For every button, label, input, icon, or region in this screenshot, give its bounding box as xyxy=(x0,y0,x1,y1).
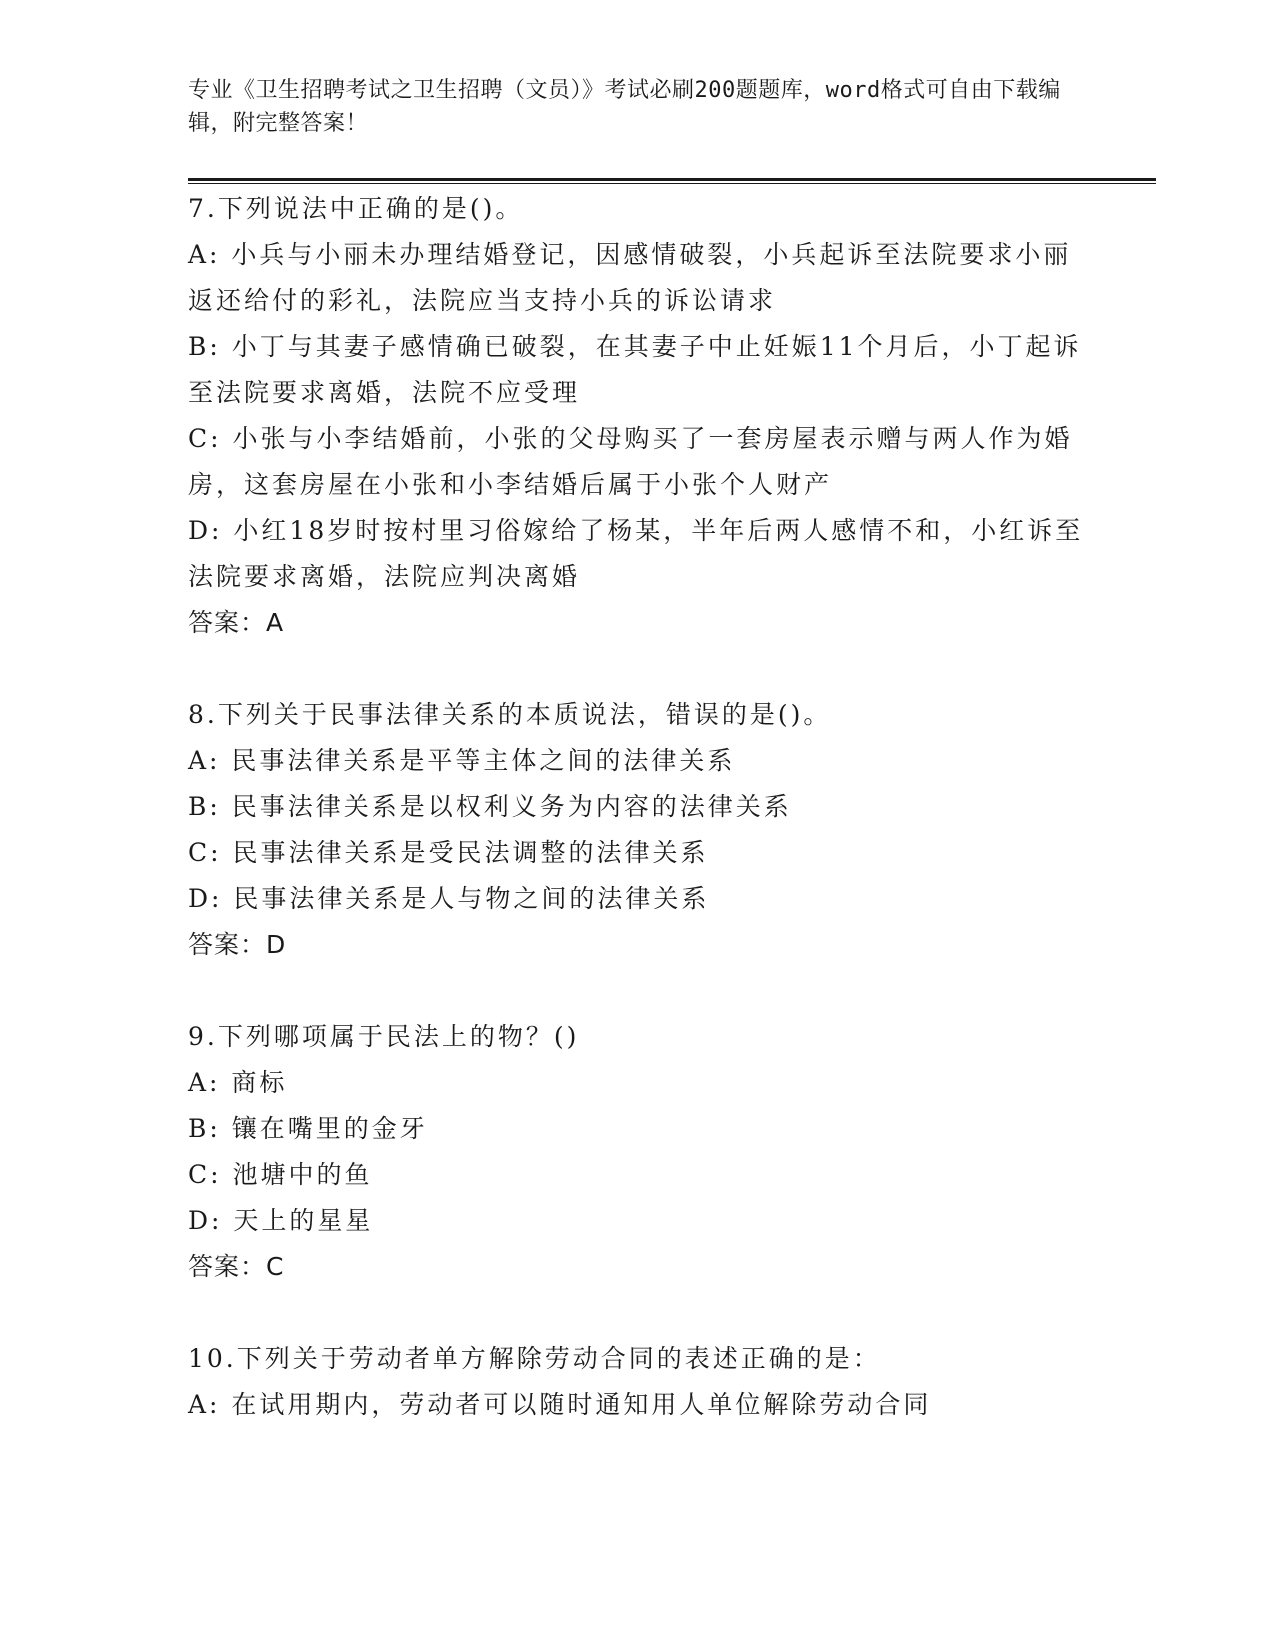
option-label: A: xyxy=(188,1390,221,1419)
option-label: A: xyxy=(188,746,221,775)
option-b xyxy=(188,324,1088,416)
question-stem: 10.下列关于劳动者单方解除劳动合同的表述正确的是： xyxy=(188,1344,881,1373)
option-label: A: xyxy=(188,240,221,269)
option-b xyxy=(188,784,1088,830)
option-text: 商标 xyxy=(220,1068,288,1097)
question-stem: 8.下列关于民事法律关系的本质说法，错误的是()。 xyxy=(188,700,832,729)
option-label: C: xyxy=(188,838,222,867)
question-8 xyxy=(188,692,1088,968)
option-text: 民事法律关系是受民法调整的法律关系 xyxy=(221,838,709,867)
answer-line: 答案：A xyxy=(188,608,285,637)
option-label: B: xyxy=(188,792,221,821)
document-intro: 专业《卫生招聘考试之卫生招聘（文员）》考试必刷200题题库，word格式可自由下载编辑，附完整答案！ xyxy=(188,78,1061,136)
option-c xyxy=(188,416,1088,508)
option-label: C: xyxy=(188,424,222,453)
option-label: D: xyxy=(188,1206,223,1235)
option-label: B: xyxy=(188,332,221,361)
option-text: 小红18岁时按村里习俗嫁给了杨某，半年后两人感情不和，小红诉至法院要求离婚，法院应判决离婚 xyxy=(188,516,1084,591)
option-text: 天上的星星 xyxy=(222,1206,374,1235)
header-divider-thin xyxy=(188,183,1156,184)
option-text: 小张与小李结婚前，小张的父母购买了一套房屋表示赠与两人作为婚房，这套房屋在小张和小李结婚后属于小张个人财产 xyxy=(188,424,1073,499)
question-stem: 7.下列说法中正确的是()。 xyxy=(188,194,524,223)
question-9 xyxy=(188,1014,1088,1290)
header-divider-thick xyxy=(188,178,1156,181)
question-10 xyxy=(188,1336,1088,1428)
option-text: 镶在嘴里的金牙 xyxy=(220,1114,428,1143)
option-c xyxy=(188,830,1088,876)
option-text: 小兵与小丽未办理结婚登记，因感情破裂，小兵起诉至法院要求小丽返还给付的彩礼，法院应当支持小兵的诉讼请求 xyxy=(188,240,1072,315)
option-text: 民事法律关系是人与物之间的法律关系 xyxy=(222,884,710,913)
option-d xyxy=(188,876,1088,922)
option-a xyxy=(188,738,1088,784)
question-7 xyxy=(188,186,1088,646)
option-a xyxy=(188,232,1088,324)
option-d xyxy=(188,508,1088,600)
question-stem: 9.下列哪项属于民法上的物？() xyxy=(188,1022,580,1051)
option-label: A: xyxy=(188,1068,221,1097)
option-label: C: xyxy=(188,1160,222,1189)
question-list xyxy=(188,186,1088,1474)
option-c xyxy=(188,1152,1088,1198)
option-text: 民事法律关系是以权利义务为内容的法律关系 xyxy=(220,792,792,821)
option-text: 民事法律关系是平等主体之间的法律关系 xyxy=(220,746,736,775)
option-label: D: xyxy=(188,884,223,913)
option-text: 在试用期内，劳动者可以随时通知用人单位解除劳动合同 xyxy=(220,1390,932,1419)
option-b xyxy=(188,1106,1088,1152)
option-a xyxy=(188,1382,1088,1428)
option-d xyxy=(188,1198,1088,1244)
option-label: B: xyxy=(188,1114,221,1143)
option-label: D: xyxy=(188,516,223,545)
answer-line: 答案：D xyxy=(188,930,287,959)
answer-line: 答案：C xyxy=(188,1252,285,1281)
option-text: 小丁与其妻子感情确已破裂，在其妻子中止妊娠11个月后，小丁起诉至法院要求离婚，法院不应受理 xyxy=(188,332,1082,407)
option-text: 池塘中的鱼 xyxy=(221,1160,373,1189)
option-a xyxy=(188,1060,1088,1106)
